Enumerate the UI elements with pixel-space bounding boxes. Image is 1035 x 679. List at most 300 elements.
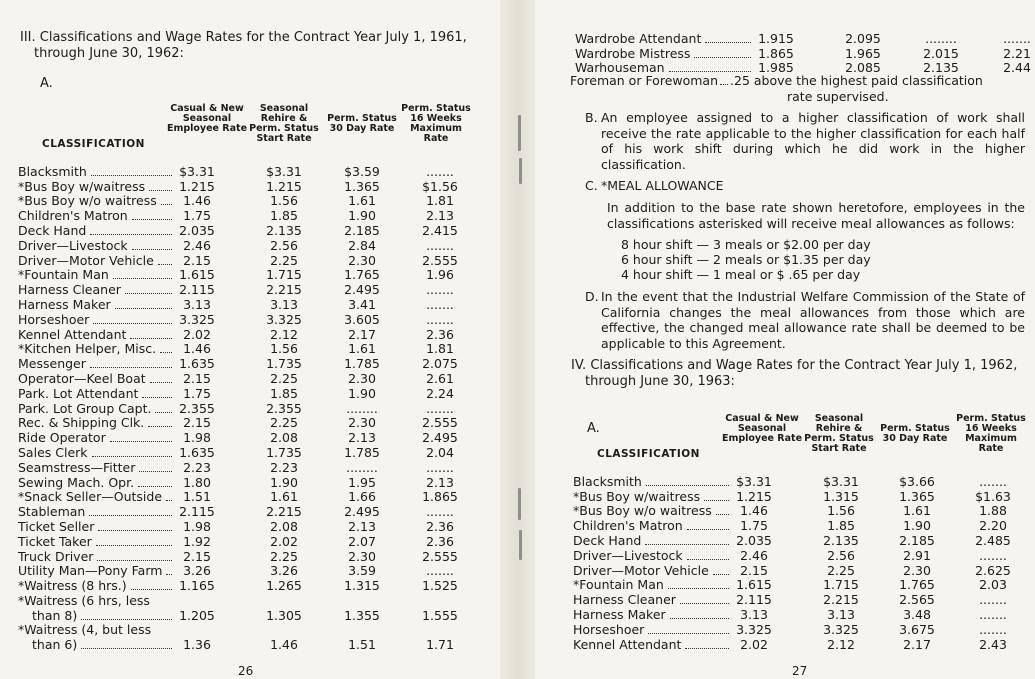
rate-cell: 2.30 [348, 252, 376, 268]
rate-cell: 2.08 [270, 518, 298, 534]
rate-cell: 2.115 [736, 592, 772, 608]
leader-dots [115, 308, 172, 309]
rate-cell: 1.715 [266, 267, 302, 283]
rate-cell: 1.635 [179, 356, 215, 372]
leader-dots [98, 530, 172, 531]
classification-name-text: Kennel Attendant [573, 636, 682, 652]
rate-cell: 1.90 [903, 518, 931, 534]
section-heading-iv [571, 358, 1031, 390]
classification-name-text: Harness Maker [18, 296, 111, 312]
leader-dots [93, 323, 172, 324]
rate-cell: 1.735 [266, 356, 302, 372]
classification-name [18, 401, 151, 416]
rate-cell: 2.13 [426, 208, 454, 224]
rate-cell: 2.17 [348, 326, 376, 342]
rate-cell: 1.215 [266, 178, 302, 194]
classification-name [573, 474, 642, 489]
classification-name [18, 519, 94, 534]
rate-cell: 1.615 [179, 267, 215, 283]
rate-cell: 3.13 [740, 606, 768, 622]
table-row [18, 238, 488, 253]
classification-name [18, 208, 128, 223]
rate-cell: 3.325 [736, 621, 772, 637]
table-row [18, 445, 488, 460]
rate-cell: 1.46 [740, 503, 768, 519]
column-header-classification: CLASSIFICATION [42, 138, 145, 150]
rate-cell: 1.90 [348, 385, 376, 401]
rate-cell: ....... [979, 621, 1007, 637]
rate-cell: 2.25 [270, 370, 298, 386]
table-row [18, 179, 488, 194]
rate-cell: ....... [979, 606, 1007, 622]
rate-cell: 1.46 [183, 341, 211, 357]
table-row [18, 519, 488, 534]
rate-cell: 2.07 [348, 533, 376, 549]
table-row [18, 208, 488, 223]
rate-cell: 2.495 [344, 504, 380, 520]
foreman-label: Foreman or Forewoman [570, 73, 719, 88]
rate-cell: 1.635 [179, 444, 215, 460]
classification-name [575, 31, 701, 46]
rate-cell: 1.95 [348, 474, 376, 490]
classification-name-text: *Bus Boy w/o waitress [573, 503, 712, 519]
table-row [18, 282, 488, 297]
classification-name [18, 578, 127, 593]
classification-name [18, 164, 87, 179]
rate-cell: 1.765 [899, 577, 935, 593]
rate-cell: 2.185 [899, 532, 935, 548]
column-header-perm16: Perm. Status 16 Weeks Maximum Rate [401, 103, 471, 144]
classification-name-text: Driver—Motor Vehicle [18, 252, 154, 268]
classification-name [18, 460, 135, 475]
table-row [18, 430, 488, 445]
rate-cell: 2.91 [903, 547, 931, 563]
classification-name-text: Children's Matron [573, 518, 683, 534]
classification-name-text: Utility Man—Pony Farm [18, 563, 163, 579]
rate-cell: 2.08 [270, 430, 298, 446]
rate-cell: 2.02 [270, 533, 298, 549]
rate-cell: 2.15 [740, 562, 768, 578]
rate-cell: 2.015 [923, 45, 959, 61]
rate-cell: 1.36 [183, 637, 211, 653]
leader-dots [646, 485, 729, 486]
table-row [18, 194, 488, 209]
classification-name-text: Operator—Keel Boat [18, 370, 146, 386]
wage-table-1961-continued [575, 31, 1035, 75]
leader-dots [96, 545, 172, 546]
rate-cell: 1.785 [344, 356, 380, 372]
rate-cell: 1.215 [179, 178, 215, 194]
rate-cell: 1.865 [758, 45, 794, 61]
rate-cell: ....... [979, 473, 1007, 489]
classification-name-text: Horseshoer [18, 311, 90, 327]
rate-cell: 2.43 [979, 636, 1007, 652]
rate-cell: $3.31 [266, 163, 302, 179]
book-gutter [500, 0, 535, 679]
rate-cell: 2.56 [827, 547, 855, 563]
rate-cell: 2.61 [426, 370, 454, 386]
rate-cell: 2.15 [183, 252, 211, 268]
rate-cell: 1.75 [740, 518, 768, 534]
page-number: 26 [238, 664, 254, 678]
leader-dots [110, 441, 172, 442]
table-row [18, 534, 488, 549]
staple-bottom [518, 488, 521, 520]
classification-name-text: Driver—Livestock [573, 547, 683, 563]
classification-name [18, 327, 126, 342]
classification-name [573, 533, 641, 548]
rate-cell: 2.565 [899, 592, 935, 608]
rate-cell: ....... [1003, 30, 1031, 46]
classification-name-text: Ride Operator [18, 430, 106, 446]
leader-dots [90, 367, 172, 368]
classification-name [18, 179, 145, 194]
rate-cell: ....... [979, 547, 1007, 563]
wage-table-1961 [18, 164, 488, 652]
table-row [18, 297, 488, 312]
rate-cell: 3.325 [823, 621, 859, 637]
rate-cell: 2.25 [270, 548, 298, 564]
leader-dots [645, 544, 729, 545]
classification-name [18, 563, 162, 578]
rate-cell: 1.46 [270, 637, 298, 653]
rate-cell: 2.15 [183, 370, 211, 386]
rate-cell: 2.56 [270, 237, 298, 253]
rate-cell: ....... [426, 237, 454, 253]
table-row [573, 578, 1033, 593]
rate-cell: 1.615 [736, 577, 772, 593]
meal-line: 4 hour shift — 1 meal or $ .65 per day [621, 267, 861, 282]
table-row [18, 164, 488, 179]
subsection-label: A. [587, 421, 600, 436]
rate-cell: 2.555 [422, 252, 458, 268]
classification-name-text: Warhouseman [575, 60, 665, 76]
table-row [573, 607, 1033, 622]
rate-cell: 1.765 [344, 267, 380, 283]
classification-name-text: Wardrobe Mistress [575, 45, 691, 61]
classification-name [573, 622, 644, 637]
classification-name [573, 489, 700, 504]
rate-cell: ....... [979, 592, 1007, 608]
subsection-label: A. [40, 76, 53, 91]
rate-cell: ....... [426, 400, 454, 416]
rate-cell: 2.625 [975, 562, 1011, 578]
classification-name [573, 592, 676, 607]
leader-dots [113, 278, 172, 279]
rate-cell: 2.04 [426, 444, 454, 460]
rate-cell: 1.71 [426, 637, 454, 653]
rate-cell: 1.56 [270, 341, 298, 357]
rate-cell: 1.88 [979, 503, 1007, 519]
classification-name [18, 223, 86, 238]
table-row [575, 46, 1035, 61]
rate-cell: 2.20 [979, 518, 1007, 534]
rate-cell: 3.13 [183, 296, 211, 312]
classification-name-text: Driver—Livestock [18, 237, 128, 253]
rate-cell: ........ [346, 459, 378, 475]
paragraph-c-label: C. [585, 178, 598, 193]
table-row [18, 327, 488, 342]
classification-name [18, 549, 93, 564]
rate-cell: 2.46 [740, 547, 768, 563]
rate-cell: $1.63 [975, 488, 1011, 504]
rate-cell: 2.30 [903, 562, 931, 578]
table-row [573, 637, 1033, 652]
rate-cell: 2.115 [179, 504, 215, 520]
classification-name-text: *Snack Seller—Outside [18, 489, 163, 505]
leader-dots [92, 456, 172, 457]
rate-cell: ....... [426, 163, 454, 179]
table-row [18, 386, 488, 401]
column-header-casual: Casual & New Seasonal Employee Rate [721, 413, 803, 444]
rate-cell: 1.92 [183, 533, 211, 549]
rate-cell: 1.66 [348, 489, 376, 505]
meal-allowance-title: *MEAL ALLOWANCE [601, 178, 724, 193]
classification-name [573, 577, 664, 592]
classification-name [18, 238, 128, 253]
rate-cell: 1.61 [348, 193, 376, 209]
table-row [573, 474, 1033, 489]
classification-name [18, 445, 88, 460]
rate-cell: ....... [426, 459, 454, 475]
rate-cell: 2.115 [179, 282, 215, 298]
table-row [18, 578, 488, 593]
table-row [18, 593, 488, 623]
classification-name-text: *Fountain Man [18, 267, 109, 283]
classification-name [18, 489, 162, 504]
paragraph-d-text: In the event that the Industrial Welfare Commission of the State of California changes the meal allowances from those which are effective, the changed meal allowance rate shall be deemed to be applicable to this Agreement. [601, 289, 1025, 351]
classification-name [573, 518, 683, 533]
rate-cell: 1.305 [266, 607, 302, 623]
rate-cell: $3.59 [344, 163, 380, 179]
table-row [573, 563, 1033, 578]
table-row [18, 490, 488, 505]
rate-cell: 1.365 [899, 488, 935, 504]
rate-cell: 3.59 [348, 563, 376, 579]
table-row [18, 268, 488, 283]
classification-name [18, 341, 156, 356]
classification-name-text: *Bus Boy w/waitress [18, 178, 146, 194]
column-header-classification: CLASSIFICATION [597, 448, 700, 460]
rate-cell: 3.26 [183, 563, 211, 579]
rate-cell: 2.075 [422, 356, 458, 372]
rate-cell: 2.15 [183, 415, 211, 431]
paragraph-d-label: D. [585, 289, 599, 304]
rate-cell: 3.26 [270, 563, 298, 579]
rate-cell: 1.315 [344, 578, 380, 594]
column-header-seasonal: Seasonal Rehire & Perm. Status Start Rate [249, 103, 319, 144]
rate-cell: 1.75 [183, 385, 211, 401]
rate-cell: 1.51 [348, 637, 376, 653]
classification-name [573, 563, 709, 578]
classification-name-line-2: than 8) [32, 607, 78, 623]
column-header-seasonal: Seasonal Rehire & Perm. Status Start Rate [804, 413, 874, 454]
rate-cell: 2.215 [266, 282, 302, 298]
rate-cell: 2.355 [179, 400, 215, 416]
table-row [18, 253, 488, 268]
classification-name [18, 415, 144, 430]
rate-cell: 2.13 [426, 474, 454, 490]
rate-cell: 3.13 [827, 606, 855, 622]
rate-cell: 2.24 [426, 385, 454, 401]
classification-name [18, 356, 86, 371]
leader-dots [125, 293, 172, 294]
rate-cell: 2.23 [270, 459, 298, 475]
classification-name [18, 253, 154, 268]
classification-name-text: Ticket Seller [18, 518, 95, 534]
rate-cell: 1.265 [266, 578, 302, 594]
classification-name-text: Wardrobe Attendant [575, 30, 702, 46]
classification-name-text: Driver—Motor Vehicle [573, 562, 709, 578]
paragraph-b-label: B. [585, 110, 598, 125]
table-row [18, 401, 488, 416]
rate-cell: 2.15 [183, 548, 211, 564]
table-row [18, 223, 488, 238]
heading-line-2: through June 30, 1963: [585, 374, 735, 389]
classification-name-text: *Waitress (8 hrs.) [18, 578, 127, 594]
rate-cell: 2.185 [344, 222, 380, 238]
rate-cell: 3.325 [179, 311, 215, 327]
classification-name-text: *Bus Boy w/o waitress [18, 193, 157, 209]
rate-cell: 1.965 [845, 45, 881, 61]
rate-cell: 1.215 [736, 488, 772, 504]
classification-name-text: Sales Clerk [18, 444, 88, 460]
rate-cell: $3.31 [823, 473, 859, 489]
classification-name-text: Deck Hand [573, 532, 642, 548]
table-row [573, 548, 1033, 563]
staple-top [518, 115, 521, 151]
classification-name [18, 193, 157, 208]
classification-name [573, 637, 681, 652]
rate-cell: 2.495 [344, 282, 380, 298]
page-left [0, 0, 500, 679]
foreman-rate: .25 above the highest paid classification [730, 73, 983, 88]
rate-cell: 1.785 [344, 444, 380, 460]
rate-cell: ........ [346, 400, 378, 416]
section-heading [20, 30, 490, 62]
meal-line: 6 hour shift — 2 meals or $1.35 per day [621, 252, 871, 267]
rate-cell: 2.415 [422, 222, 458, 238]
rate-cell: 2.355 [266, 400, 302, 416]
classification-name-text: Sewing Mach. Opr. [18, 474, 135, 490]
rate-cell: 1.985 [758, 60, 794, 76]
rate-cell: 1.85 [827, 518, 855, 534]
rate-cell: 2.135 [923, 60, 959, 76]
classification-name [18, 534, 92, 549]
paragraph-d [585, 289, 1025, 351]
rate-cell: 3.41 [348, 296, 376, 312]
rate-cell: 2.215 [823, 592, 859, 608]
rate-cell: 2.46 [183, 237, 211, 253]
rate-cell: 1.365 [344, 178, 380, 194]
rate-cell: 1.85 [270, 385, 298, 401]
rate-cell: 1.51 [183, 489, 211, 505]
rate-cell: 1.205 [179, 607, 215, 623]
rate-cell: 2.485 [975, 532, 1011, 548]
rate-cell: 3.605 [344, 311, 380, 327]
classification-name-text: Horseshoer [573, 621, 645, 637]
leader-dots [91, 175, 172, 176]
heading-line-1: IV. Classifications and Wage Rates for the Contract Year July 1, 1962, [571, 358, 1018, 373]
leader-dots [90, 234, 172, 235]
rate-cell: 2.30 [348, 548, 376, 564]
rate-cell: 1.355 [344, 607, 380, 623]
column-header-perm16: Perm. Status 16 Weeks Maximum Rate [956, 413, 1026, 454]
classification-name-text: Truck Driver [18, 548, 94, 564]
leader-dots [670, 618, 729, 619]
leader-dots [694, 57, 751, 58]
rate-cell: 2.02 [183, 326, 211, 342]
table-row [18, 342, 488, 357]
classification-name [18, 282, 121, 297]
rate-cell: 1.56 [270, 193, 298, 209]
rate-cell: ....... [426, 282, 454, 298]
classification-name [18, 371, 146, 386]
heading-line-1: III. Classifications and Wage Rates for the Contract Year July 1, 1961, [20, 30, 467, 45]
rate-cell: 1.61 [903, 503, 931, 519]
rate-cell: 2.13 [348, 518, 376, 534]
meal-allowance-list [621, 237, 871, 282]
classification-name-line-2: than 6) [32, 637, 78, 653]
classification-name-text: Kennel Attendant [18, 326, 127, 342]
classification-name-text: Blacksmith [573, 473, 642, 489]
staple-bottom-2 [519, 530, 522, 560]
rate-cell: 1.735 [266, 444, 302, 460]
rate-cell: 3.325 [266, 311, 302, 327]
rate-cell: 2.25 [827, 562, 855, 578]
classification-name-text: Park. Lot Attendant [18, 385, 139, 401]
wage-table-1962 [573, 474, 1033, 652]
leader-dots [81, 648, 172, 649]
rate-cell: 2.555 [422, 548, 458, 564]
table-row [18, 416, 488, 431]
column-header-perm30: Perm. Status 30 Day Rate [327, 113, 397, 134]
rate-cell: 2.135 [823, 532, 859, 548]
classification-name [573, 503, 712, 518]
rate-cell: 1.61 [348, 341, 376, 357]
rate-cell: 1.61 [270, 489, 298, 505]
rate-cell: 2.13 [348, 430, 376, 446]
classification-name-text: Harness Cleaner [573, 592, 676, 608]
rate-cell: 2.495 [422, 430, 458, 446]
rate-cell: 2.44 [1003, 60, 1031, 76]
classification-name-text: *Fountain Man [573, 577, 664, 593]
rate-cell: 2.36 [426, 533, 454, 549]
classification-name-text: Seamstress—Fitter [18, 459, 136, 475]
table-row [18, 475, 488, 490]
rate-cell: 2.555 [422, 415, 458, 431]
rate-cell: 2.30 [348, 370, 376, 386]
rate-cell: 1.75 [183, 208, 211, 224]
table-row [18, 549, 488, 564]
foreman-line [570, 73, 1030, 88]
rate-cell: 2.17 [903, 636, 931, 652]
classification-name-text: Ticket Taker [18, 533, 92, 549]
classification-name-text: Harness Cleaner [18, 282, 121, 298]
rate-cell: 2.085 [845, 60, 881, 76]
rate-cell: $1.56 [422, 178, 458, 194]
classification-name-text: Stableman [18, 504, 86, 520]
classification-name-line-1: *Waitress (6 hrs, less [18, 592, 150, 608]
leader-dots [648, 633, 729, 634]
table-row [18, 371, 488, 386]
table-row [18, 564, 488, 579]
rate-cell: 1.46 [183, 193, 211, 209]
rate-cell: 1.56 [827, 503, 855, 519]
rate-cell: 2.36 [426, 326, 454, 342]
rate-cell: 2.095 [845, 30, 881, 46]
table-row [573, 592, 1033, 607]
